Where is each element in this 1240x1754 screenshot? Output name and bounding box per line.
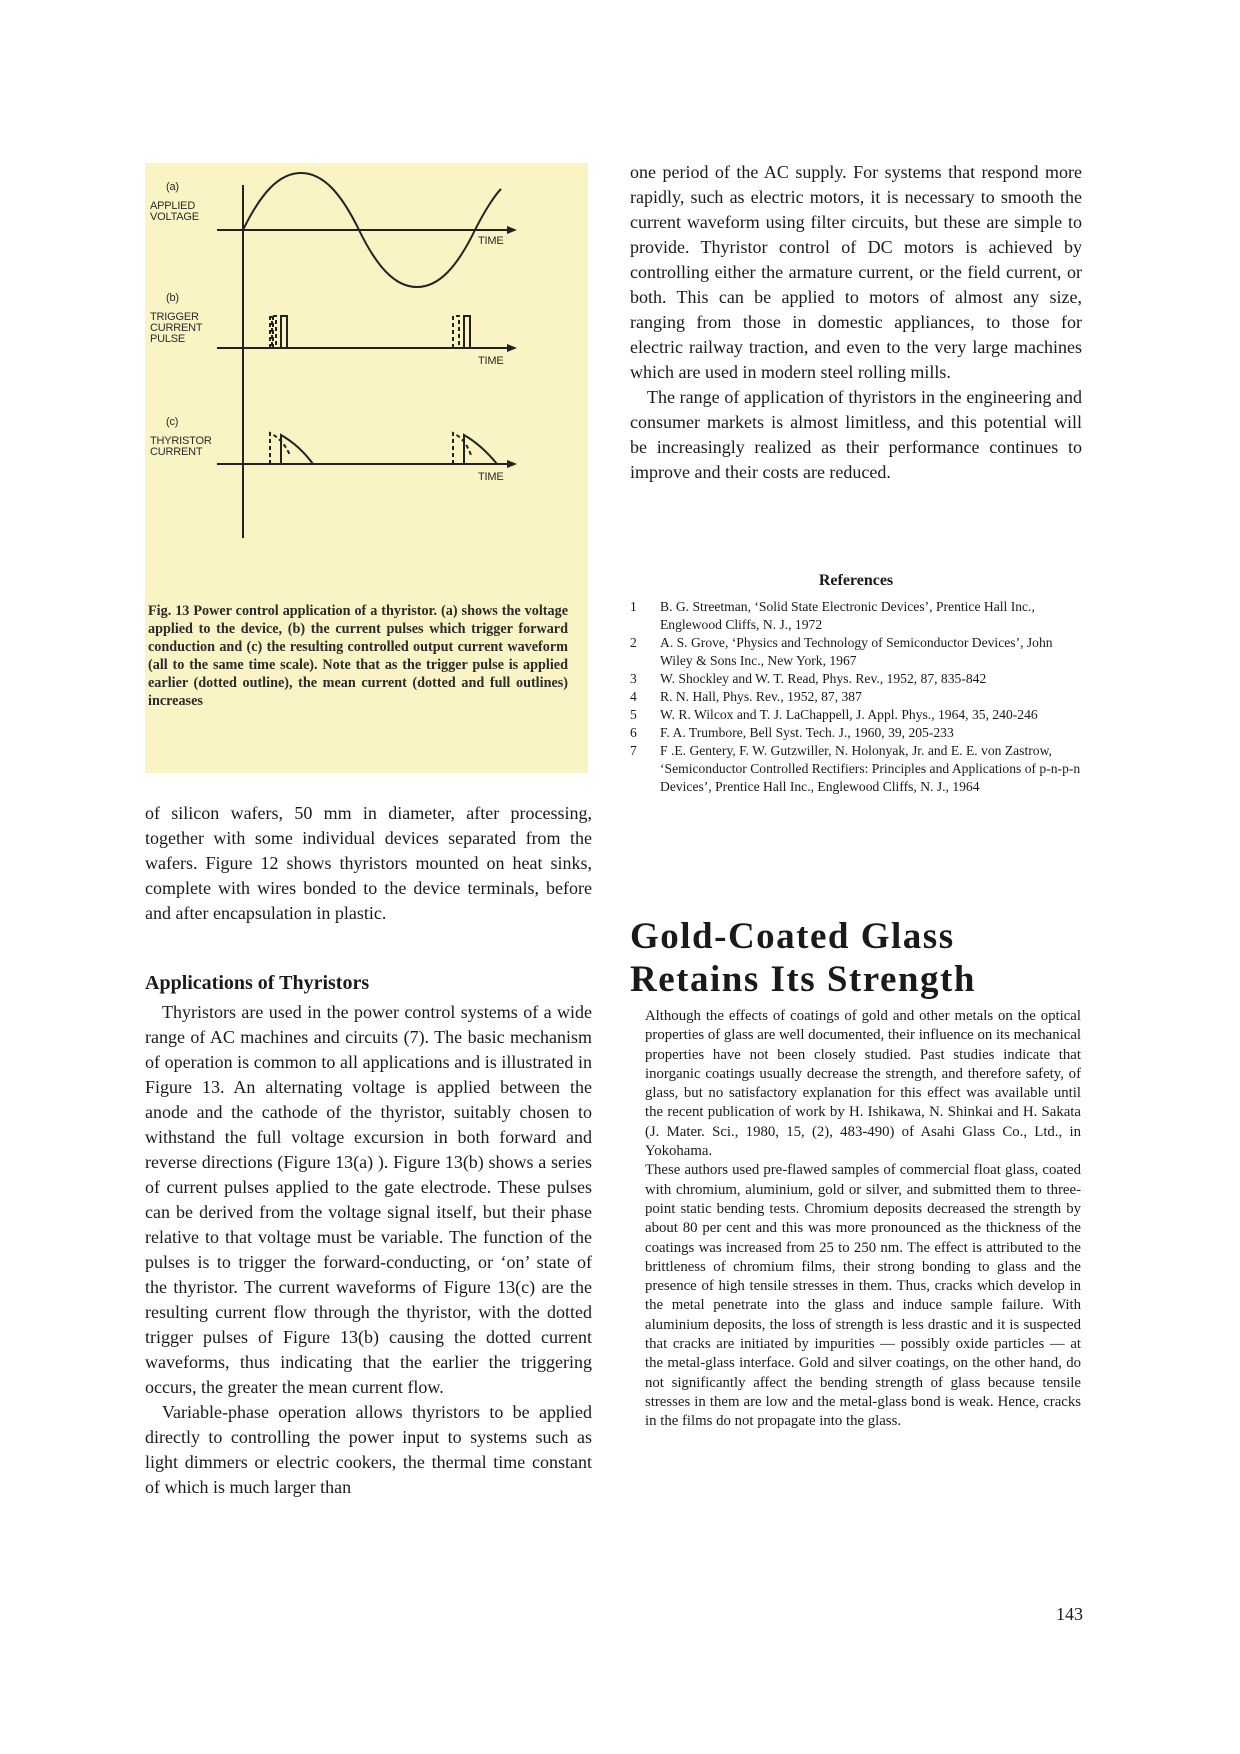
time-label-a: TIME <box>478 235 504 247</box>
references-heading: References <box>818 572 894 589</box>
figure-caption: Fig. 13 Power control application of a thyristor. (a) shows the voltage applied to the device, (b) the current pulses which trigger forward conduction and (c) the resulting controlled output current waveform (all to the same time scale). Note that as the trigger pulse is applied earlier (dotted outline), the mean current (dotted and full outlines) increases <box>148 603 568 709</box>
article-body <box>645 1007 1081 1432</box>
paragraph: These authors used pre-flawed samples of commercial float glass, coated with chromium, aluminium, gold or silver, and submitted them to three-point static bending tests. Chromium deposits decreased the strength by about 80 per cent and this was more pronounced as the thickness of the coatings was increased from 25 to 250 nm. The effect is attributed to the brittleness of chromium films, their strong bonding to glass and the presence of high tensile stresses in them. Thus, cracks which develop in the metal penetrate into the glass and induce sample failure. With aluminium deposits, the loss of strength is less drastic and it is suspected that cracks are initiated by impurities — possibly oxide particles — at the metal-glass interface. Gold and silver coatings, on the other hand, do not significantly affect the bending strength of glass because tensile stresses in them are low and the metal-glass bond is weak. Hence, cracks in the films do not propagate into the glass. <box>645 1162 1081 1430</box>
trigger-pulse <box>464 316 470 348</box>
left-column-continuation: of silicon wafers, 50 mm in diameter, after processing, together with some individual devices separated from the wafers. Figure 12 shows thyristors mounted on heat sinks, complete with wires bonded to the device terminals, before and after encapsulation in plastic. <box>145 803 592 923</box>
paragraph: Thyristors are used in the power control systems of a wide range of AC machines and circuits (7). The basic mechanism of operation is common to all applications and is illustrated in Figure 13. An alternating voltage is applied between the anode and the cathode of the thyristor, suitably chosen to withstand the full voltage excursion in both forward and reverse directions (Figure 13(a) ). Figure 13(b) shows a series of current pulses applied to the gate electrode. These pulses can be derived from the voltage signal itself, but their phase relative to that voltage must be variable. The function of the pulses is to trigger the forward-conducting, or ‘on’ state of the thyristor. The current waveforms of Figure 13(c) are the resulting current flow through the thyristor, with the dotted trigger pulses of Figure 13(b) causing the dotted current waveforms, thus indicating that the earlier the triggering occurs, the greater the mean current flow. <box>145 1002 592 1397</box>
references-list <box>630 598 1082 796</box>
article-title-line: Gold-Coated Glass <box>630 916 955 957</box>
panel-c-title: THYRISTOR CURRENT <box>150 435 212 458</box>
left-column-body <box>145 1000 592 1500</box>
arrow-head <box>507 460 517 468</box>
trigger-pulse-dotted <box>453 316 459 348</box>
reference-item: 2 A. S. Grove, ‘Physics and Technology of Semiconductor Devices’, John Wiley & Sons Inc., New York, 1967 <box>630 635 1053 668</box>
paragraph: Variable-phase operation allows thyristors to be applied directly to controlling the power input to systems such as light dimmers or electric cookers, the thermal time constant of which is much larger than <box>145 1402 592 1497</box>
current-waveform <box>281 435 313 464</box>
trigger-pulse-dotted <box>272 317 273 348</box>
page-number: 143 <box>1056 1604 1083 1624</box>
arrow-head <box>507 226 517 234</box>
paragraph: The range of application of thyristors in the engineering and consumer markets is almost limitless, and this potential will be increasingly realized as their performance continues to improve and their costs are reduced. <box>630 387 1082 482</box>
paragraph: Although the effects of coatings of gold and other metals on the optical properties of glass are well documented, their influence on its mechanical properties have not been closely studied. Past studies indicate that inorganic coatings usually decrease the strength, and therefore safety, of glass, but no satisfactory explanation for this effect was available until the recent publication of work by H. Ishikawa, N. Shinkai and H. Sakata (J. Mater. Sci., 1980, 15, (2), 483-490) of Asahi Glass Co., Ltd., in Yokohama. <box>645 1008 1081 1160</box>
right-column-body <box>630 160 1082 485</box>
article-title-line: Retains Its Strength <box>630 959 976 1000</box>
paragraph: one period of the AC supply. For systems that respond more rapidly, such as electric motors, it is necessary to smooth the current waveform using filter circuits, but these are simple to provide. Thyristor control of DC motors is achieved by controlling either the armature current, or the field current, or both. This can be applied to motors of almost any size, ranging from those in domestic appliances, to those for electric railway traction, and even to the very large machines which are used in modern steel rolling mills. <box>630 162 1082 382</box>
reference-item: 7 F .E. Gentery, F. W. Gutzwiller, N. Holonyak, Jr. and E. E. von Zastrow, ‘Semiconductor Controlled Rectifiers: Principles and Applications of p-n-p-n Devices’, Prentice Hall Inc., Englewood Cliffs, N. J., 1964 <box>630 743 1081 794</box>
reference-item: 6 F. A. Trumbore, Bell Syst. Tech. J., 1960, 39, 205-233 <box>630 725 954 740</box>
panel-b-title: TRIGGER CURRENT PULSE <box>150 311 203 345</box>
reference-item: 5 W. R. Wilcox and T. J. LaChappell, J. Appl. Phys., 1964, 35, 240-246 <box>630 707 1038 722</box>
reference-item: 4 R. N. Hall, Phys. Rev., 1952, 87, 387 <box>630 689 862 704</box>
panel-b-label: (b) <box>166 292 179 304</box>
time-label-c: TIME <box>478 471 504 483</box>
reference-item: 1 B. G. Streetman, ‘Solid State Electronic Devices’, Prentice Hall Inc., Englewood Cliffs, N. J., 1972 <box>630 599 1035 632</box>
trigger-pulse <box>281 316 287 348</box>
panel-a-label: (a) <box>166 181 179 193</box>
current-waveform <box>464 435 497 464</box>
section-heading: Applications of Thyristors <box>145 972 370 994</box>
time-label-b: TIME <box>478 355 504 367</box>
reference-item: 3 W. Shockley and W. T. Read, Phys. Rev., 1952, 87, 835-842 <box>630 671 987 686</box>
panel-c-label: (c) <box>166 416 179 428</box>
article-title <box>630 915 976 1001</box>
panel-a-title: APPLIED VOLTAGE <box>150 200 199 223</box>
arrow-head <box>507 344 517 352</box>
